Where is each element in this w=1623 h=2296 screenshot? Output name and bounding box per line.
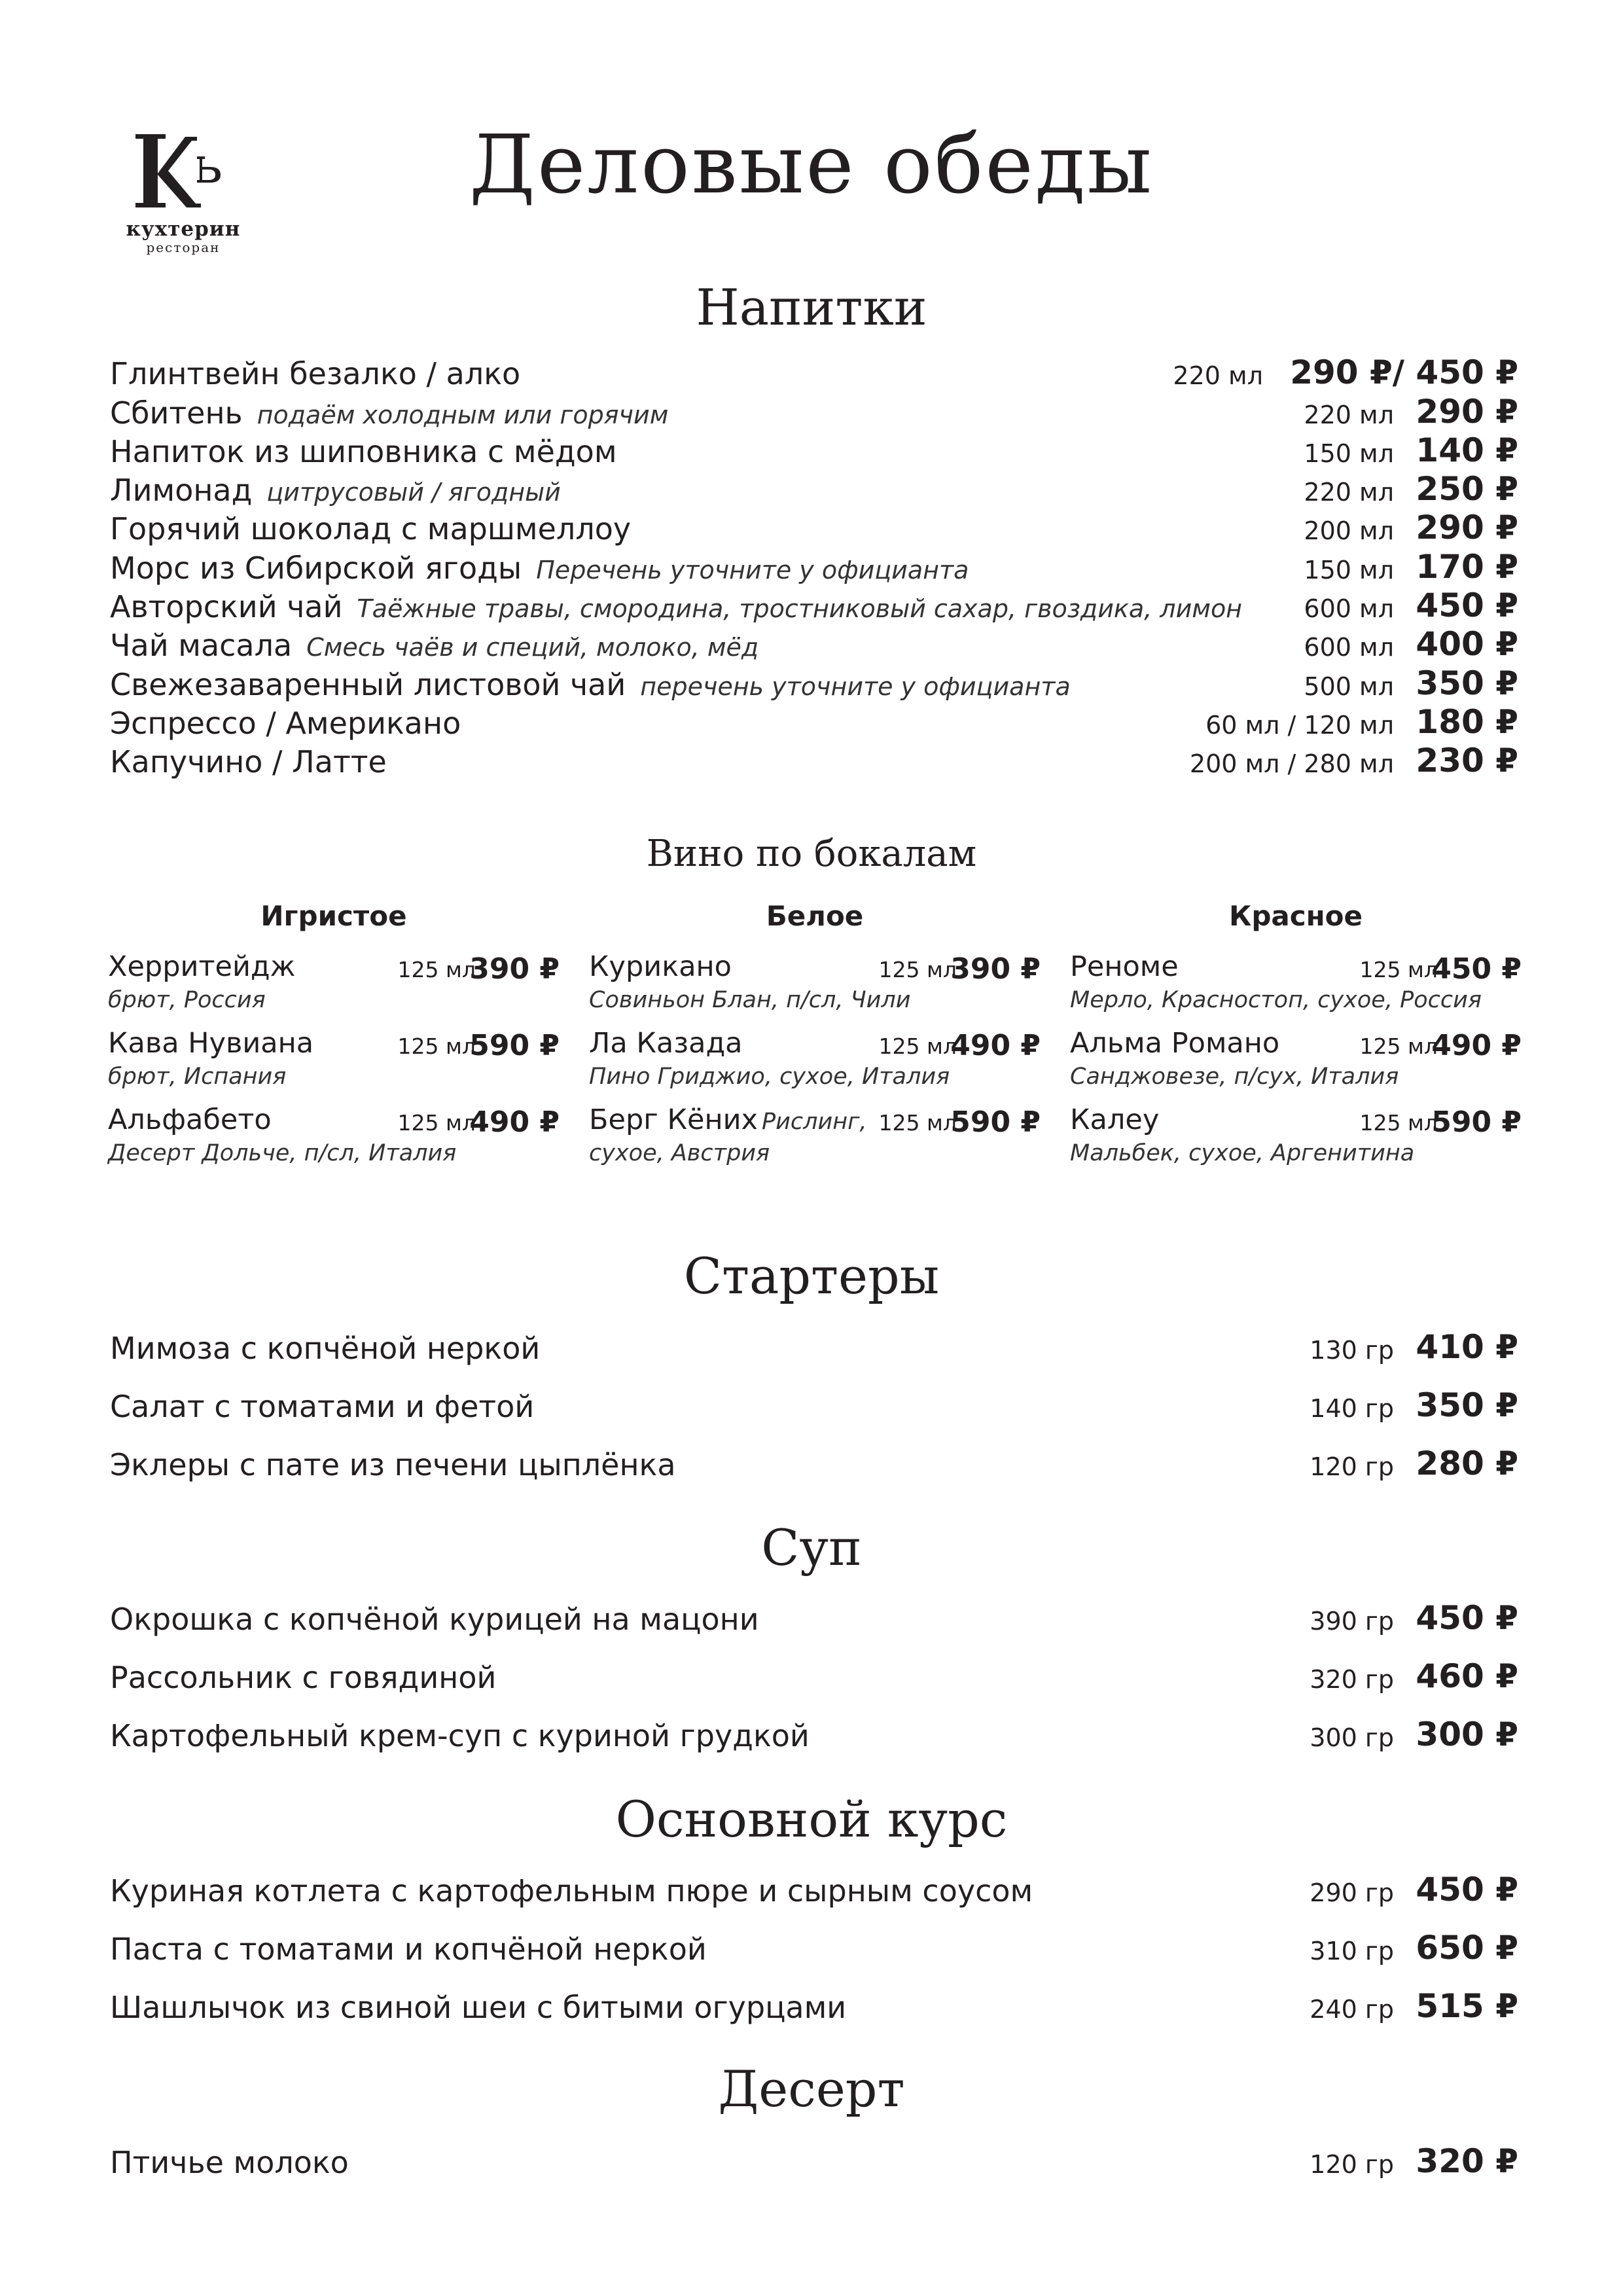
dish-price: 515 ₽ bbox=[1416, 1987, 1518, 2025]
wine-volume: 125 мл bbox=[397, 1033, 476, 1059]
wine-item bbox=[589, 1102, 1041, 1179]
dish-row bbox=[110, 1981, 1518, 2039]
drink-name bbox=[110, 628, 758, 663]
wine-description: сухое, Австрия bbox=[589, 1140, 770, 1166]
dish-name: Картофельный крем-суп с куриной грудкой bbox=[110, 1718, 810, 1753]
soup-list bbox=[110, 1593, 1518, 1768]
drink-name bbox=[110, 706, 461, 741]
dish-name: Паста с томатами и копчёной неркой bbox=[110, 1931, 707, 1967]
wine-volume: 125 мл bbox=[878, 1110, 957, 1136]
dish-row bbox=[110, 2136, 1518, 2195]
wine-item bbox=[108, 1026, 560, 1102]
wine-price: 490 ₽ bbox=[1431, 1029, 1522, 1062]
drink-name bbox=[110, 395, 668, 431]
wine-item bbox=[589, 1026, 1041, 1102]
wine-name bbox=[1070, 1026, 1279, 1061]
drink-volume: 150 мл bbox=[1304, 439, 1394, 468]
drink-note: перечень уточните у официанта bbox=[640, 672, 1071, 701]
wine-name-text: Альма Романо bbox=[1070, 1027, 1280, 1060]
wine-name-text: Берг Кёних bbox=[589, 1103, 758, 1136]
wine-item bbox=[108, 949, 560, 1026]
wine-description: Совиньон Блан, п/сл, Чили bbox=[589, 987, 911, 1013]
dish-name: Окрошка с копчёной курицей на мацони bbox=[110, 1602, 759, 1637]
dish-weight: 240 гр bbox=[1310, 1995, 1394, 2024]
drink-name-text: Свежезаваренный листовой чай bbox=[110, 666, 626, 702]
drink-name bbox=[110, 667, 1071, 702]
drink-price: 250 ₽ bbox=[1416, 470, 1518, 509]
wine-volume: 125 мл bbox=[397, 957, 476, 982]
drink-name-text: Капучино / Латте bbox=[110, 744, 387, 780]
wine-volume: 125 мл bbox=[1359, 1033, 1438, 1059]
wine-description: брют, Россия bbox=[108, 987, 266, 1013]
wine-name bbox=[589, 1026, 743, 1061]
dish-weight: 120 гр bbox=[1310, 2150, 1394, 2179]
dish-weight: 310 гр bbox=[1310, 1937, 1394, 1965]
drink-name-text: Сбитень bbox=[110, 395, 243, 431]
dish-row bbox=[110, 1651, 1518, 1710]
drink-name bbox=[110, 589, 1242, 624]
drink-price: 140 ₽ bbox=[1416, 431, 1518, 469]
wine-name-text: Альфабето bbox=[108, 1103, 272, 1136]
wine-name-text: Херритейдж bbox=[108, 950, 296, 983]
wine-name-text: Реноме bbox=[1070, 950, 1179, 983]
section-title-main: Основной курс bbox=[615, 1790, 1008, 1848]
wine-volume: 125 мл bbox=[878, 1033, 957, 1059]
wine-volume: 125 мл bbox=[397, 1110, 476, 1136]
dish-weight: 140 гр bbox=[1310, 1394, 1394, 1423]
dish-weight: 290 гр bbox=[1310, 1878, 1394, 1907]
dish-row bbox=[110, 1923, 1518, 1981]
wine-price: 450 ₽ bbox=[1431, 952, 1522, 986]
wine-name bbox=[589, 1102, 867, 1139]
wine-description: Санджовезе, п/сух, Италия bbox=[1070, 1064, 1399, 1090]
logo-subtitle: ресторан bbox=[146, 240, 221, 255]
wine-price: 590 ₽ bbox=[1431, 1105, 1522, 1139]
dish-name: Шашлычок из свиной шеи с битыми огурцами bbox=[110, 1990, 847, 2025]
drink-name bbox=[110, 511, 631, 547]
wine-column bbox=[108, 897, 560, 1179]
dish-name: Птичье молоко bbox=[110, 2145, 349, 2180]
wine-price: 490 ₽ bbox=[469, 1105, 560, 1139]
drink-name bbox=[110, 550, 969, 586]
dish-weight: 390 гр bbox=[1310, 1607, 1394, 1636]
section-title-wine: Вино по бокалам bbox=[646, 833, 977, 875]
dish-row bbox=[110, 1439, 1518, 1497]
drink-name bbox=[110, 744, 387, 780]
drink-price: 180 ₽ bbox=[1416, 702, 1518, 741]
wine-price: 590 ₽ bbox=[950, 1105, 1041, 1139]
wine-name-text: Курикано bbox=[589, 950, 732, 983]
dish-price: 650 ₽ bbox=[1416, 1929, 1518, 1967]
wine-column-title: Белое bbox=[766, 900, 864, 932]
wine-price: 590 ₽ bbox=[469, 1029, 560, 1062]
dish-name: Рассольник с говядиной bbox=[110, 1660, 497, 1695]
drink-name-text: Глинтвейн безалко / алко bbox=[110, 356, 521, 392]
section-title-dessert: Десерт bbox=[718, 2060, 905, 2118]
dish-price: 410 ₽ bbox=[1416, 1328, 1518, 1366]
drink-volume: 220 мл bbox=[1173, 361, 1263, 391]
drink-volume: 220 мл bbox=[1304, 400, 1394, 429]
wine-volume: 125 мл bbox=[1359, 957, 1438, 982]
dish-price: 450 ₽ bbox=[1416, 1871, 1518, 1909]
wine-description: Пино Гриджио, сухое, Италия bbox=[589, 1064, 950, 1090]
wine-item bbox=[589, 949, 1041, 1026]
drink-volume: 60 мл / 120 мл bbox=[1205, 710, 1394, 740]
dish-price: 350 ₽ bbox=[1416, 1386, 1518, 1424]
wine-item bbox=[1070, 1026, 1522, 1102]
dish-row bbox=[110, 1322, 1518, 1380]
dish-name: Салат с томатами и фетой bbox=[110, 1389, 535, 1424]
dish-row bbox=[110, 1380, 1518, 1439]
wine-column-title: Красное bbox=[1229, 900, 1363, 932]
dish-name: Эклеры с пате из печени цыплёнка bbox=[110, 1447, 676, 1482]
dish-weight: 120 гр bbox=[1310, 1452, 1394, 1481]
wine-price: 390 ₽ bbox=[469, 952, 560, 986]
wine-name-text: Кава Нувиана bbox=[108, 1027, 314, 1060]
dish-price: 450 ₽ bbox=[1416, 1599, 1518, 1637]
drink-name-text: Чай масала bbox=[110, 628, 293, 664]
wine-name bbox=[108, 1026, 313, 1061]
drink-name-text: Авторский чай bbox=[110, 589, 343, 625]
wine-name-text: Калеу bbox=[1070, 1103, 1160, 1136]
drink-volume: 150 мл bbox=[1304, 555, 1394, 584]
wine-column-title: Игристое bbox=[260, 900, 407, 932]
drink-name bbox=[110, 434, 617, 469]
drink-note: подаём холодным или горячим bbox=[257, 400, 669, 429]
drink-note: Смесь чаёв и специй, молоко, мёд bbox=[306, 633, 759, 662]
wine-item bbox=[1070, 1102, 1522, 1179]
drink-note: цитрусовый / ягодный bbox=[266, 478, 561, 507]
wine-description: Десерт Дольче, п/сл, Италия bbox=[108, 1140, 457, 1166]
wine-item bbox=[108, 1102, 560, 1179]
wine-name bbox=[1070, 1102, 1159, 1138]
wine-volume: 125 мл bbox=[1359, 1110, 1438, 1136]
drink-volume: 500 мл bbox=[1304, 672, 1394, 701]
drink-name-text: Эспрессо / Американо bbox=[110, 705, 461, 741]
wine-columns bbox=[108, 897, 1522, 1185]
wine-description: брют, Испания bbox=[108, 1064, 287, 1090]
dish-name: Куриная котлета с картофельным пюре и сырным соусом bbox=[110, 1873, 1033, 1909]
dish-price: 320 ₽ bbox=[1416, 2142, 1518, 2180]
section-title-starters: Стартеры bbox=[683, 1247, 940, 1305]
drink-price: 290 ₽/ 450 ₽ bbox=[1290, 353, 1518, 392]
drink-name bbox=[110, 473, 561, 508]
main-course-list bbox=[110, 1865, 1518, 2039]
drinks-list bbox=[110, 353, 1518, 789]
dish-row bbox=[110, 1710, 1518, 1768]
wine-item bbox=[1070, 949, 1522, 1026]
wine-name-note: Рислинг, bbox=[762, 1109, 867, 1135]
dish-price: 300 ₽ bbox=[1416, 1715, 1518, 1753]
drink-row bbox=[110, 742, 1518, 789]
wine-name bbox=[108, 1102, 272, 1138]
drink-volume: 200 мл / 280 мл bbox=[1189, 749, 1394, 779]
wine-description: Мальбек, сухое, Аргенитина bbox=[1070, 1140, 1415, 1166]
wine-column bbox=[1070, 897, 1522, 1179]
drink-name-text: Лимонад bbox=[110, 473, 253, 509]
drink-name-text: Горячий шоколад с маршмеллоу bbox=[110, 511, 632, 547]
wine-price: 390 ₽ bbox=[950, 952, 1041, 986]
dish-row bbox=[110, 1865, 1518, 1923]
drink-volume: 600 мл bbox=[1304, 633, 1394, 662]
drink-price: 170 ₽ bbox=[1416, 547, 1518, 586]
dish-weight: 300 гр bbox=[1310, 1723, 1394, 1752]
dessert-list bbox=[110, 2136, 1518, 2195]
wine-name bbox=[589, 949, 732, 984]
starters-list bbox=[110, 1322, 1518, 1497]
wine-name-text: Ла Казада bbox=[589, 1027, 743, 1060]
drink-price: 290 ₽ bbox=[1416, 392, 1518, 431]
wine-description: Мерло, Красностоп, сухое, Россия bbox=[1070, 987, 1482, 1013]
dish-price: 460 ₽ bbox=[1416, 1657, 1518, 1695]
drink-note: Таёжные травы, смородина, тростниковый сахар, гвоздика, лимон bbox=[357, 594, 1243, 624]
drink-name-text: Напиток из шиповника с мёдом bbox=[110, 433, 617, 469]
wine-name bbox=[1070, 949, 1179, 984]
logo-name: кухтерин bbox=[126, 217, 241, 241]
dish-price: 280 ₽ bbox=[1416, 1444, 1518, 1482]
section-title-soup: Суп bbox=[761, 1518, 862, 1577]
dish-weight: 320 гр bbox=[1310, 1665, 1394, 1694]
drink-price: 450 ₽ bbox=[1416, 586, 1518, 625]
wine-column bbox=[589, 897, 1041, 1179]
dish-row bbox=[110, 1593, 1518, 1651]
drink-price: 290 ₽ bbox=[1416, 509, 1518, 547]
drink-price: 400 ₽ bbox=[1416, 625, 1518, 664]
wine-price: 490 ₽ bbox=[950, 1029, 1041, 1062]
dish-weight: 130 гр bbox=[1310, 1336, 1394, 1365]
wine-name bbox=[108, 949, 295, 984]
drink-volume: 220 мл bbox=[1304, 478, 1394, 507]
section-title-drinks: Напитки bbox=[696, 278, 927, 336]
drink-volume: 600 мл bbox=[1304, 594, 1394, 624]
drink-price: 350 ₽ bbox=[1416, 664, 1518, 702]
drink-note: Перечень уточните у официанта bbox=[536, 555, 969, 584]
drink-price: 230 ₽ bbox=[1416, 742, 1518, 780]
wine-volume: 125 мл bbox=[878, 957, 957, 982]
dish-name: Мимоза с копчёной неркой bbox=[110, 1331, 541, 1366]
drink-name bbox=[110, 356, 520, 391]
drink-name-text: Морс из Сибирской ягоды bbox=[110, 550, 522, 586]
drink-volume: 200 мл bbox=[1304, 516, 1394, 546]
page-title: Деловые обеды bbox=[469, 118, 1154, 212]
